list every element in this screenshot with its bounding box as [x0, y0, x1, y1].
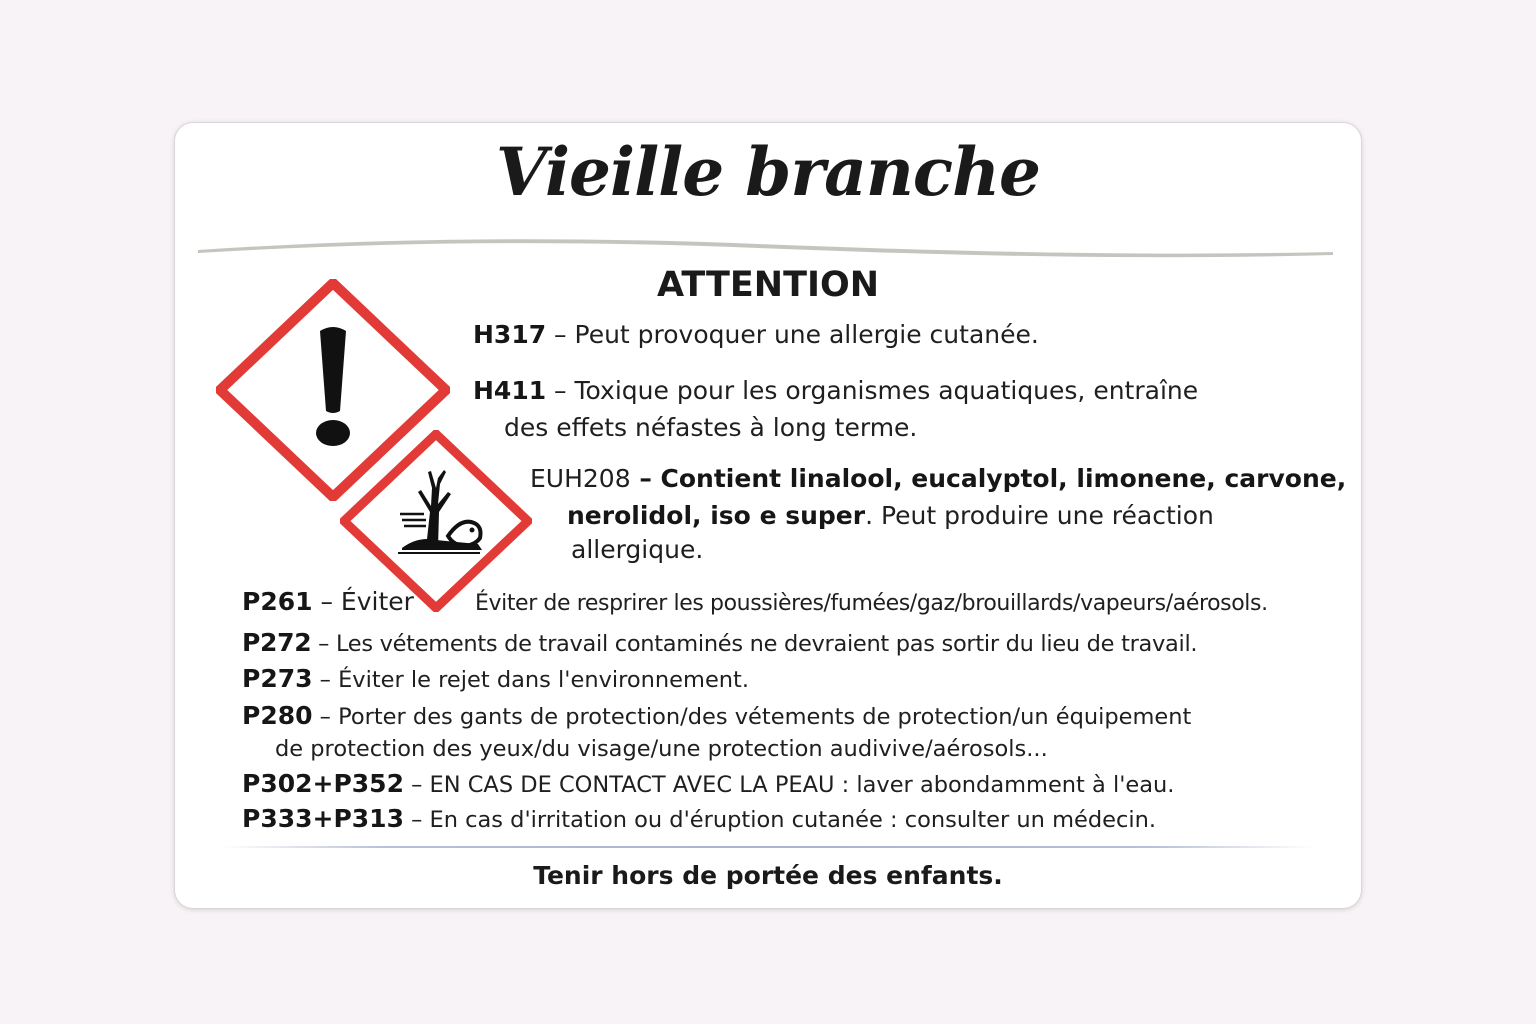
signal-word: ATTENTION — [656, 265, 880, 305]
precaution-code: P333+P313 — [242, 804, 404, 833]
hazard-h411 — [473, 374, 1198, 408]
hazard-substances: nerolidol, iso e super — [567, 501, 866, 530]
hazard-substances: – Contient linalool, eucalyptol, limonene, carvone, — [630, 464, 1347, 493]
precaution-text: – Les vétements de travail contaminés ne devraient pas sortir du lieu de travail. — [311, 631, 1198, 657]
hazard-code: EUH208 — [530, 464, 631, 493]
precaution-p333 — [242, 803, 1156, 836]
footer-warning: Tenir hors de portée des enfants. — [533, 861, 1003, 890]
hazard-code: H411 — [473, 376, 547, 405]
hazard-text: – Toxique pour les organismes aquatiques, entraîne — [546, 376, 1199, 405]
precaution-code: P280 — [242, 701, 313, 730]
hazard-text: . Peut produire une réaction — [865, 501, 1214, 530]
hazard-code: H317 — [473, 320, 547, 349]
hazard-text: – Peut provoquer une allergie cutanée. — [546, 320, 1039, 349]
precaution-p280 — [242, 700, 1191, 733]
precaution-code: P261 — [242, 587, 313, 616]
hazard-euh208-cont2: allergique. — [571, 535, 704, 564]
environment-icon — [340, 430, 532, 612]
precaution-code: P273 — [242, 664, 313, 693]
precaution-p273 — [242, 663, 749, 696]
precaution-text: – Éviter — [312, 587, 414, 616]
precaution-p261 — [242, 586, 414, 619]
hazard-euh208-cont — [567, 499, 1214, 533]
precaution-p302 — [242, 768, 1174, 801]
precaution-text: – EN CAS DE CONTACT AVEC LA PEAU : laver abondamment à l'eau. — [403, 772, 1175, 798]
precaution-p280-cont: de protection des yeux/du visage/une protection audivive/aérosols... — [275, 736, 1048, 762]
product-title: Vieille branche — [495, 133, 1041, 211]
precaution-code: P272 — [242, 628, 312, 657]
precaution-text: – En cas d'irritation ou d'éruption cutanée : consulter un médecin. — [403, 807, 1157, 833]
precaution-text: – Porter des gants de protection/des vétements de protection/un équipement — [312, 704, 1192, 730]
hazard-h317 — [473, 318, 1039, 352]
precaution-p261-detail: Éviter de resprirer les poussières/fumées/gaz/brouillards/vapeurs/aérosols. — [475, 591, 1268, 616]
hazard-h411-cont: des effets néfastes à long terme. — [504, 413, 918, 442]
decorative-swoosh — [198, 232, 1333, 262]
precaution-code: P302+P352 — [242, 769, 404, 798]
precaution-text: – Éviter le rejet dans l'environnement. — [312, 667, 750, 693]
precaution-p272 — [242, 627, 1197, 660]
hazard-euh208 — [530, 462, 1346, 496]
footer-divider — [222, 846, 1314, 848]
